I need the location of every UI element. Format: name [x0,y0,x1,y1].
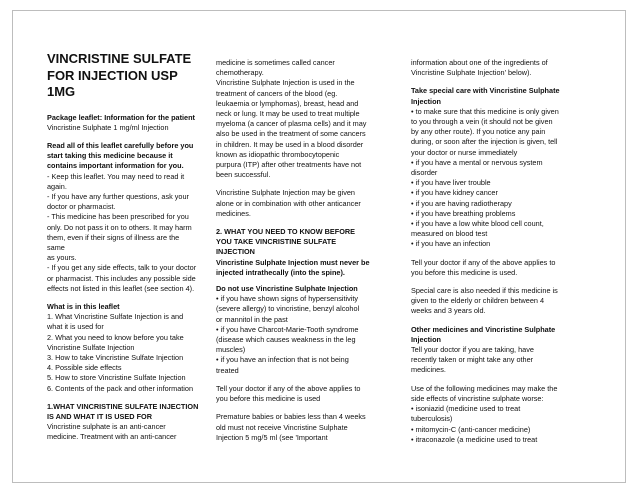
interacting-medicines-list: Use of the following medicines may make the side effects of vincristine sulphate worse: • isoniazid (medicine used to treat tuberculosis) • mitomycin-C (anti-cancer medicine) • itraconazole (a medicine used to treat [411,383,558,444]
intro-continued: information about one of the ingredients of Vincristine Sulphate Injection' below). [411,58,548,78]
special-care-elderly-paragraph: Special care is also needed if this medicine is given to the elderly or children between 4 weeks and 3 years old. [411,286,558,316]
combination-paragraph: Vincristine Sulphate Injection may be given alone or in combination with other anticancer medicines. [216,188,361,218]
other-medicines-heading: Other medicines and Vincristine Sulphate Injection [411,324,556,344]
title-line: VINCRISTINE SULFATE [47,51,192,66]
title-line: 1MG [47,84,76,99]
special-care-heading: Take special care with Vincristine Sulphate Injection [411,86,560,106]
column-3 [411,58,594,445]
read-instructions: - Keep this leaflet. You may need to read it again. - If you have any further questions, ask your doctor or pharmacist. - This medicine has been prescribed for you only. Do not pass it on to others. It may harm them, even if their signs of illness are the same as yours. - If you get any side effects, talk to your doctor or pharmacist. This includes any possible side effects not listed in this leaflet (see section 4). [47,171,197,293]
column-1 [47,47,199,443]
document-title [47,51,199,101]
column-2 [216,58,381,443]
special-care-list: • to make sure that this medicine is only given to you through a vein (it should not be given by any other route). If you notice any pain during, or soon after the injection is given, tell your doctor or nurse immediately • if you have a mental or nervous system disorder • if you have liver trouble • if you have kidney cancer • if you are having radiotherapy • if you have breathing problems • if you have a low white blood cell count, measured on blood test • if you have an infection [411,106,559,249]
tell-doctor-paragraph: Tell your doctor if any of the above applies to you before this medicine is used. [411,257,556,277]
other-medicines-text: Tell your doctor if you are taking, have recently taken or might take any other medicines. [411,345,534,375]
leaflet-product: Vincristine Sulphate 1 mg/ml Injection [47,122,169,132]
do-not-use-heading: Do not use Vincristine Sulphate Injection [216,284,358,294]
section-1-continued: medicine is sometimes called cancer chemotherapy. Vincristine Sulphate Injection is used in the treatment of cancers of the blood (eg. leukaemia or lymphomas), breast, head and neck or lung. It may be used to treat multiple myeloma (a cancer of plasma cells) and it may also be used in the treatment of some cancers in children. It may be used in a blood disorder known as idiopathic thrombocytopenic purpura (ITP) after other treatments have not been successful. [216,58,367,180]
section-2-heading: 2. WHAT YOU NEED TO KNOW BEFORE YOU TAKE VINCRISTINE SULFATE INJECTION Vincristine Sulphate Injection must never be injected intrathecally (into the spine). [216,227,370,277]
do-not-use-list: • if you have shown signs of hypersensitivity (severe allergy) to vincristine, benzyl alcohol or mannitol in the past • if you have Charcot-Marie-Tooth syndrome (disease which causes weakness in the leg muscles) • if you have an infection that is not being treated [216,294,360,375]
leaflet-heading: Package leaflet: Information for the patient [47,112,195,122]
contents-list: 1. What Vincristine Sulfate Injection is and what it is used for 2. What you need to know before you take Vincristine Sulfate Injection 3. How to take Vincristine Sulfate Injection 4. Possible side effects 5. How to store Vincristine Sulfate Injection 6. Contents of the pack and other information [47,312,194,393]
premature-babies-paragraph: Premature babies or babies less than 4 weeks old must not receive Vincristine Sulphate Injection 5 mg/5 ml (see 'Important [216,412,366,442]
title-line: FOR INJECTION USP [47,67,178,83]
section-1-text: Vincristine sulphate is an anti-cancer medicine. Treatment with an anti-cancer [47,422,177,442]
section-1-heading: 1.WHAT VINCRISTINE SULFATE INJECTION IS AND WHAT IT IS USED FOR [47,401,199,421]
read-heading: Read all of this leaflet carefully before you start taking this medicine because it contains important information for you. [47,140,194,171]
tell-doctor-paragraph: Tell your doctor if any of the above applies to you before this medicine is used [216,383,361,404]
contents-heading: What is in this leaflet [47,301,120,311]
